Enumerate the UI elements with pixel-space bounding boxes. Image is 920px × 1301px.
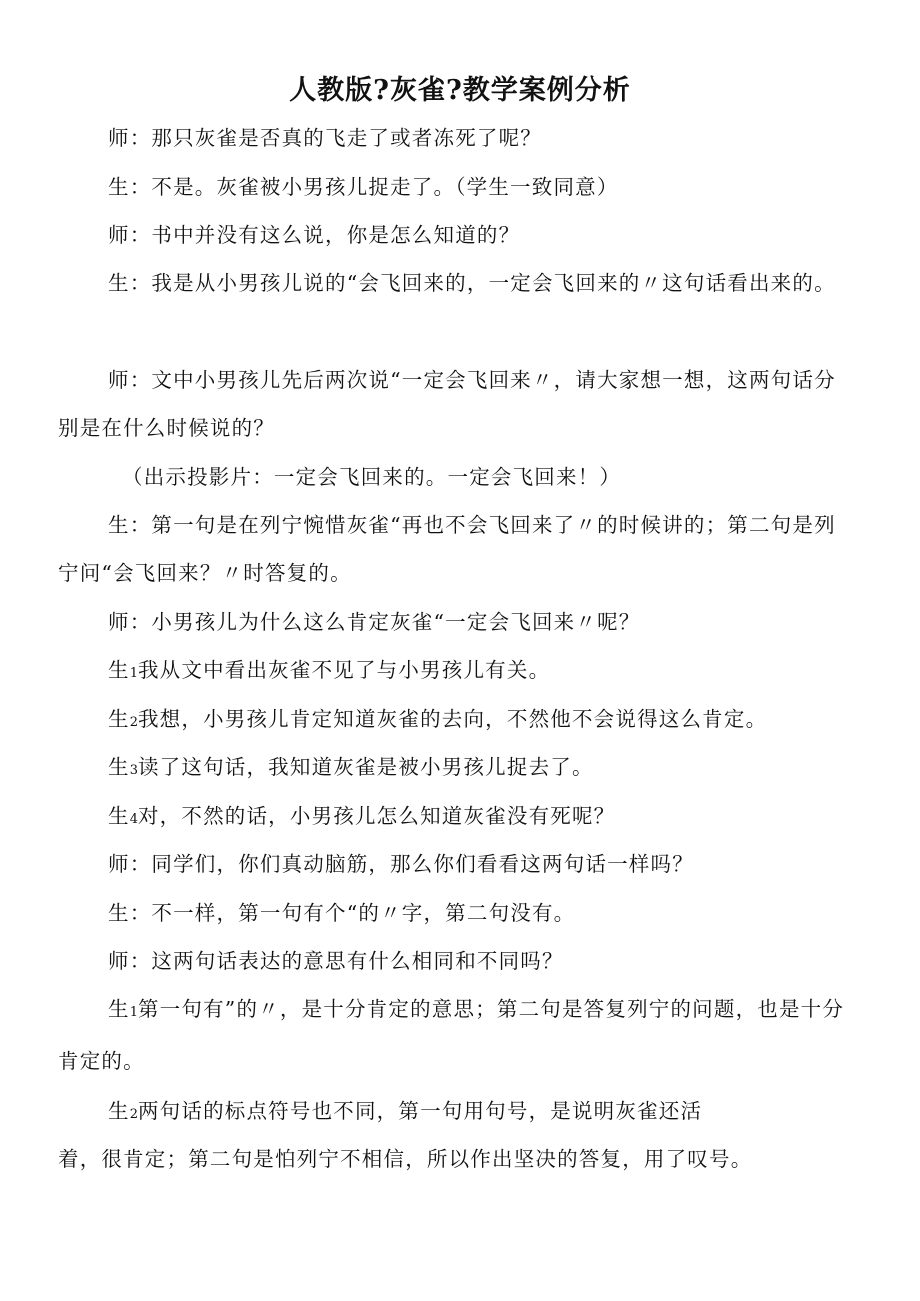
speaker-label: 生 — [108, 707, 130, 731]
paragraph-1: 师：那只灰雀是否真的飞走了或者冻死了呢？ — [108, 126, 542, 150]
paragraph-11 — [58, 743, 853, 795]
paragraph-text: 读了这句话，我知道灰雀是被小男孩儿捉去了。 — [137, 755, 594, 779]
speaker-number: 1 — [129, 1005, 138, 1020]
paragraph-9 — [58, 646, 853, 698]
speaker-number: 4 — [129, 812, 138, 827]
paragraph-7: 生：第一句是在列宁惋惜灰雀“再也不会飞回来了〃的时候讲的；第二句是列宁问“会飞回来？〃时答复的。 — [58, 513, 836, 585]
paragraph-14: 生：不一样，第一句有个“的〃字，第二句没有。 — [108, 901, 576, 925]
speaker-number: 1 — [129, 666, 138, 681]
paragraph-17 — [58, 1089, 853, 1181]
paragraph-15: 师：这两句话表达的意思有什么相同和不同吗？ — [108, 949, 564, 973]
paragraph-2: 生：不是。灰雀被小男孩儿捉走了。（学生一致同意） — [108, 175, 619, 199]
paragraph-text: 我想，小男孩儿肯定知道灰雀的去向，不然他不会说得这么肯定。 — [137, 707, 768, 731]
paragraph-8: 师：小男孩儿为什么这么肯定灰雀“一定会飞回来〃呢？ — [108, 610, 641, 634]
paragraph-4: 生：我是从小男孩儿说的“会飞回来的，一定会飞回来的〃这句话看出来的。 — [108, 271, 836, 295]
paragraph-text: 第一句有”的〃，是十分肯定的意思；第二句是答复列宁的问题，也是十分肯定的。 — [58, 997, 845, 1073]
speaker-label: 生 — [108, 755, 130, 779]
paragraph-12 — [58, 792, 853, 844]
paragraph-6: （出示投影片：一定会飞回来的。一定会飞回来！） — [122, 465, 622, 489]
paragraph-16 — [58, 985, 853, 1085]
paragraph-line-2: 着，很肯定；第二句是怕列宁不相信，所以作出坚决的答复，用了叹号。 — [58, 1147, 753, 1171]
speaker-number: 2 — [129, 715, 138, 730]
paragraph-text: 对，不然的话，小男孩儿怎么知道灰雀没有死呢？ — [137, 804, 616, 828]
speaker-label: 生 — [108, 1099, 130, 1123]
paragraph-13: 师：同学们，你们真动脑筋，那么你们看看这两句话一样吗？ — [108, 852, 694, 876]
speaker-label: 生 — [108, 997, 130, 1021]
paragraph-10 — [58, 695, 853, 747]
document-title: 人教版?灰雀?教学案例分析 — [289, 75, 631, 106]
speaker-label: 生 — [108, 658, 130, 682]
speaker-label: 生 — [108, 804, 130, 828]
paragraph-line-1 — [58, 1089, 853, 1137]
paragraph-3: 师：书中并没有这么说，你是怎么知道的？ — [108, 223, 521, 247]
speaker-number: 2 — [129, 1107, 138, 1122]
paragraph-text: 两句话的标点符号也不同，第一句用句号，是说明灰雀还活 — [137, 1099, 703, 1123]
speaker-number: 3 — [129, 763, 138, 778]
paragraph-5: 师：文中小男孩儿先后两次说“一定会飞回来〃，请大家想一想，这两句话分别是在什么时候说的？ — [58, 368, 836, 440]
paragraph-text: 我从文中看出灰雀不见了与小男孩儿有关。 — [137, 658, 551, 682]
